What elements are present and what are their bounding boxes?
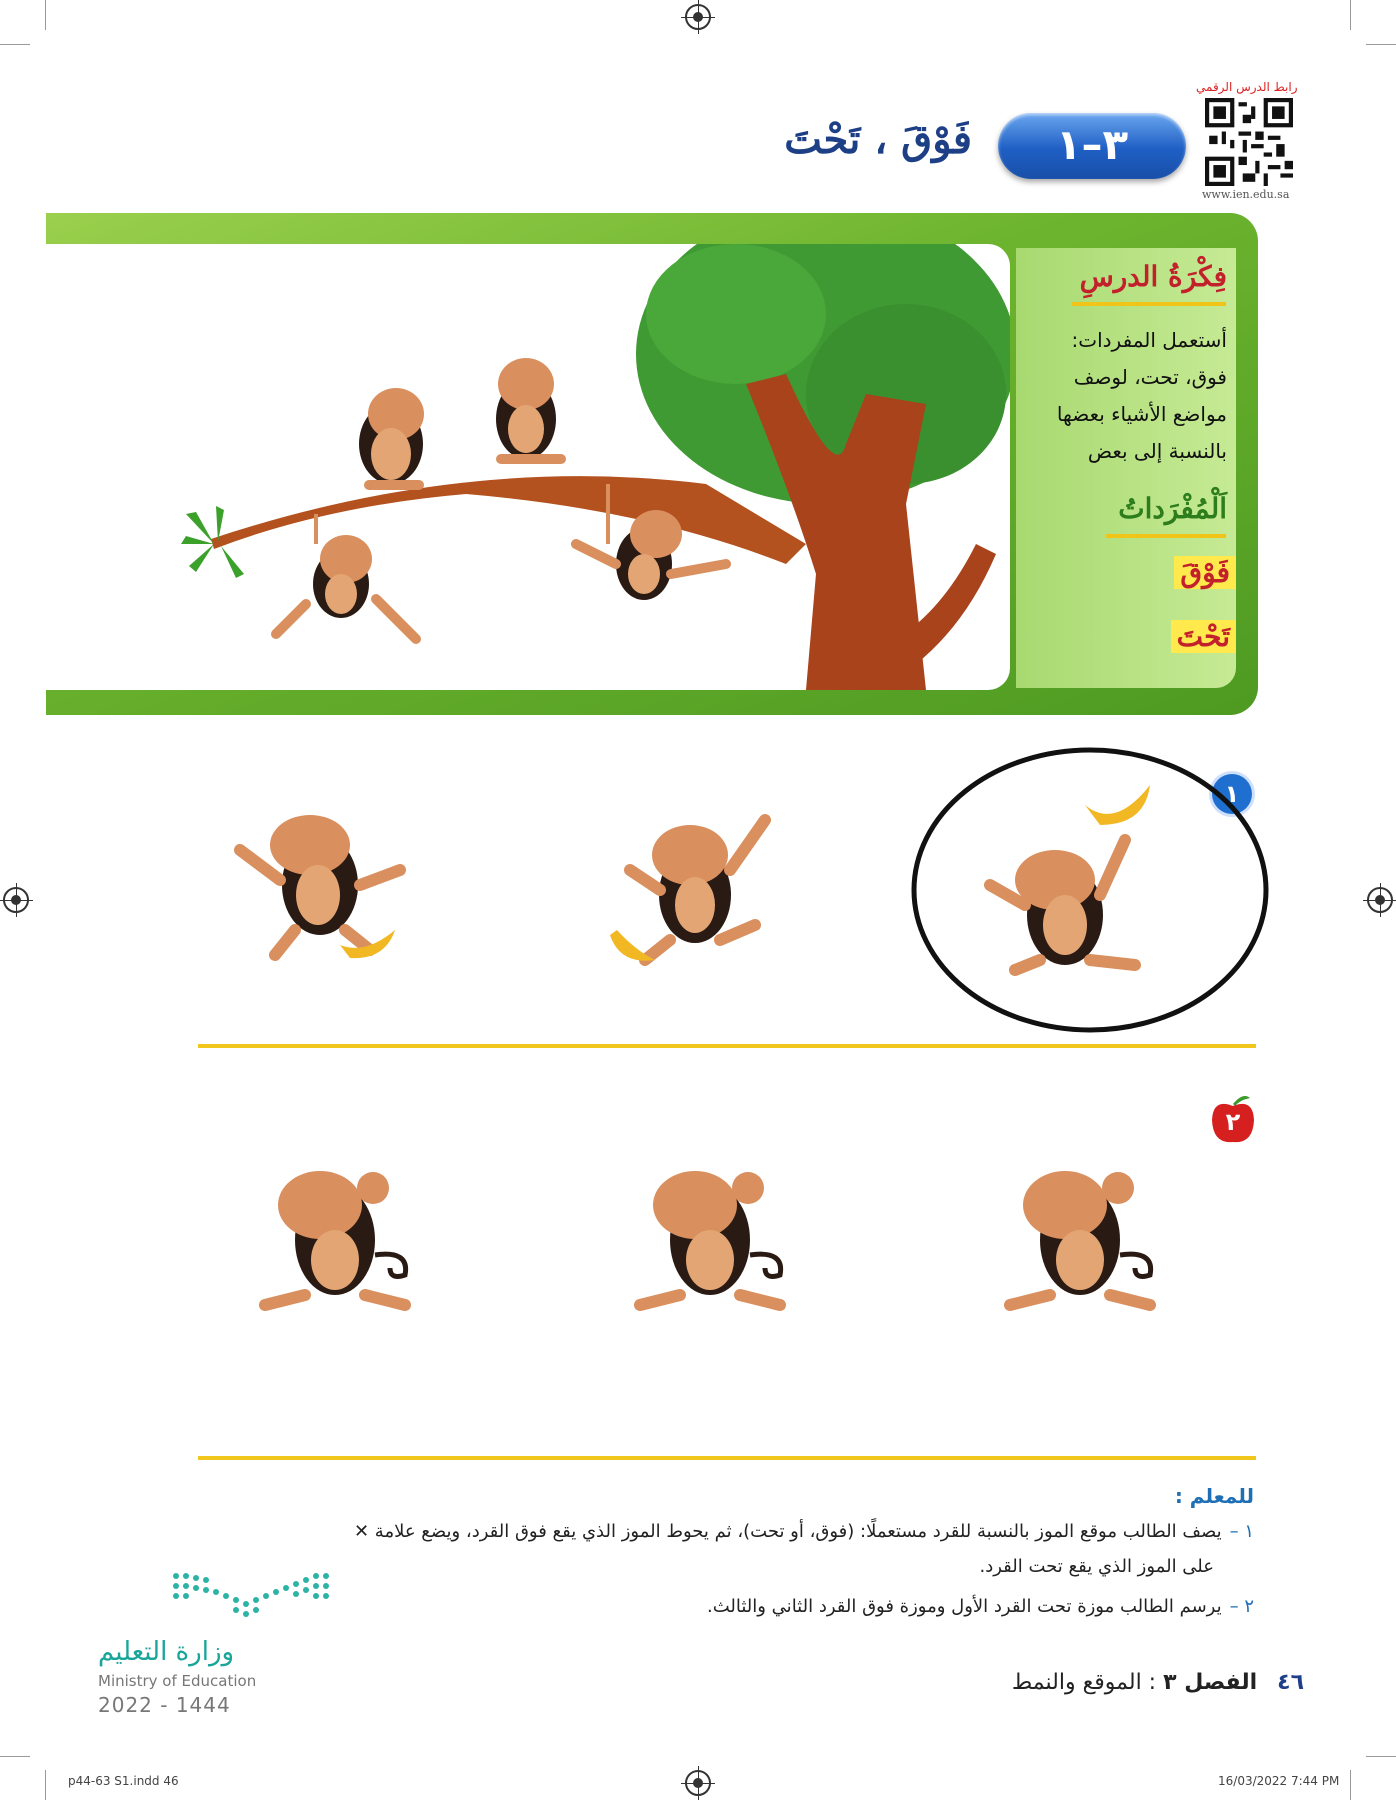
crop-mark bbox=[1366, 1756, 1396, 1757]
teacher-notes-heading: للمعلم : bbox=[1174, 1484, 1254, 1508]
registration-mark bbox=[3, 887, 29, 913]
qr-caption: رابط الدرس الرقمي bbox=[1196, 80, 1298, 94]
monkey-banana-below-2 bbox=[595, 800, 795, 980]
tree-monkeys-illustration bbox=[46, 244, 1010, 690]
lesson-idea-text bbox=[1027, 322, 1227, 470]
chapter-title: : الموقع والنمط bbox=[1011, 1670, 1157, 1695]
crop-mark bbox=[0, 44, 30, 45]
lesson-title: فَوْقَ ، تَحْتَ bbox=[784, 116, 972, 163]
lesson-number-badge: ٣–١ bbox=[998, 113, 1186, 179]
section-divider bbox=[198, 1456, 1256, 1460]
monkey-banana-below bbox=[220, 790, 420, 970]
monkey-standing-3[interactable] bbox=[970, 1150, 1170, 1320]
page-footer bbox=[1012, 1670, 1304, 1695]
page-number: ٤٦ bbox=[1277, 1670, 1304, 1695]
monkey-standing-1[interactable] bbox=[225, 1150, 425, 1320]
note-text: يرسم الطالب موزة تحت القرد الأول وموزة فوق القرد الثاني والثالث. bbox=[706, 1596, 1222, 1617]
note-number: ١ – bbox=[1229, 1521, 1254, 1542]
crop-mark bbox=[45, 1770, 46, 1800]
ministry-year: 2022 - 1444 bbox=[98, 1693, 231, 1717]
idea-line: أستعمل المفردات: bbox=[1071, 328, 1227, 352]
ministry-name-arabic: وزارة التعليم bbox=[98, 1637, 235, 1667]
vocab-word-above: فَوْقَ bbox=[1174, 556, 1236, 589]
ministry-name-english: Ministry of Education bbox=[98, 1672, 257, 1690]
registration-mark bbox=[685, 4, 711, 30]
circled-monkey-banana-above[interactable] bbox=[910, 745, 1270, 1035]
banner-illustration bbox=[46, 244, 1010, 690]
lesson-idea-title: فِكْرَةُ الدرسِ bbox=[1079, 260, 1227, 293]
crop-mark bbox=[1350, 1770, 1351, 1800]
vocab-underline bbox=[1106, 534, 1226, 538]
qr-code[interactable] bbox=[1205, 98, 1293, 186]
crop-mark bbox=[1366, 44, 1396, 45]
crop-mark bbox=[45, 0, 46, 30]
teacher-note-2 bbox=[254, 1590, 1254, 1624]
crop-mark bbox=[1350, 0, 1351, 30]
note-text: يصف الطالب موقع الموز بالنسبة للقرد مستعملًا: (فوق، أو تحت)، ثم يحوط الموز الذي يقع فوق القرد، ويضع علامة ✕ bbox=[353, 1521, 1222, 1542]
vocabulary-title: اَلْمُفْرَداتُ bbox=[1118, 492, 1227, 525]
vocab-word-below: تَحْتَ bbox=[1171, 620, 1236, 653]
print-slug-date: 16/03/2022 7:44 PM bbox=[1218, 1774, 1340, 1788]
idea-line: مواضع الأشياء بعضها bbox=[1056, 402, 1227, 426]
teacher-note-1-continuation: على الموز الذي يقع تحت القرد. bbox=[979, 1556, 1214, 1577]
chapter-label: الفصل ٣ bbox=[1163, 1670, 1258, 1695]
crop-mark bbox=[0, 1756, 30, 1757]
ministry-logo-icon bbox=[170, 1570, 332, 1622]
teacher-note-1 bbox=[254, 1515, 1254, 1549]
exercise-1-badge: ١ bbox=[1212, 774, 1252, 814]
print-slug-file: p44-63 S1.indd 46 bbox=[68, 1774, 179, 1788]
registration-mark bbox=[685, 1770, 711, 1796]
monkey-standing-2[interactable] bbox=[600, 1150, 800, 1320]
qr-url: www.ien.edu.sa bbox=[1202, 188, 1290, 201]
exercise-2-badge: ٢ bbox=[1225, 1108, 1241, 1136]
idea-underline bbox=[1072, 302, 1226, 306]
registration-mark bbox=[1367, 887, 1393, 913]
section-divider bbox=[198, 1044, 1256, 1048]
idea-line: بالنسبة إلى بعض bbox=[1087, 439, 1227, 463]
idea-line: فوق، تحت، لوصف bbox=[1073, 365, 1227, 389]
note-number: ٢ – bbox=[1229, 1596, 1254, 1617]
